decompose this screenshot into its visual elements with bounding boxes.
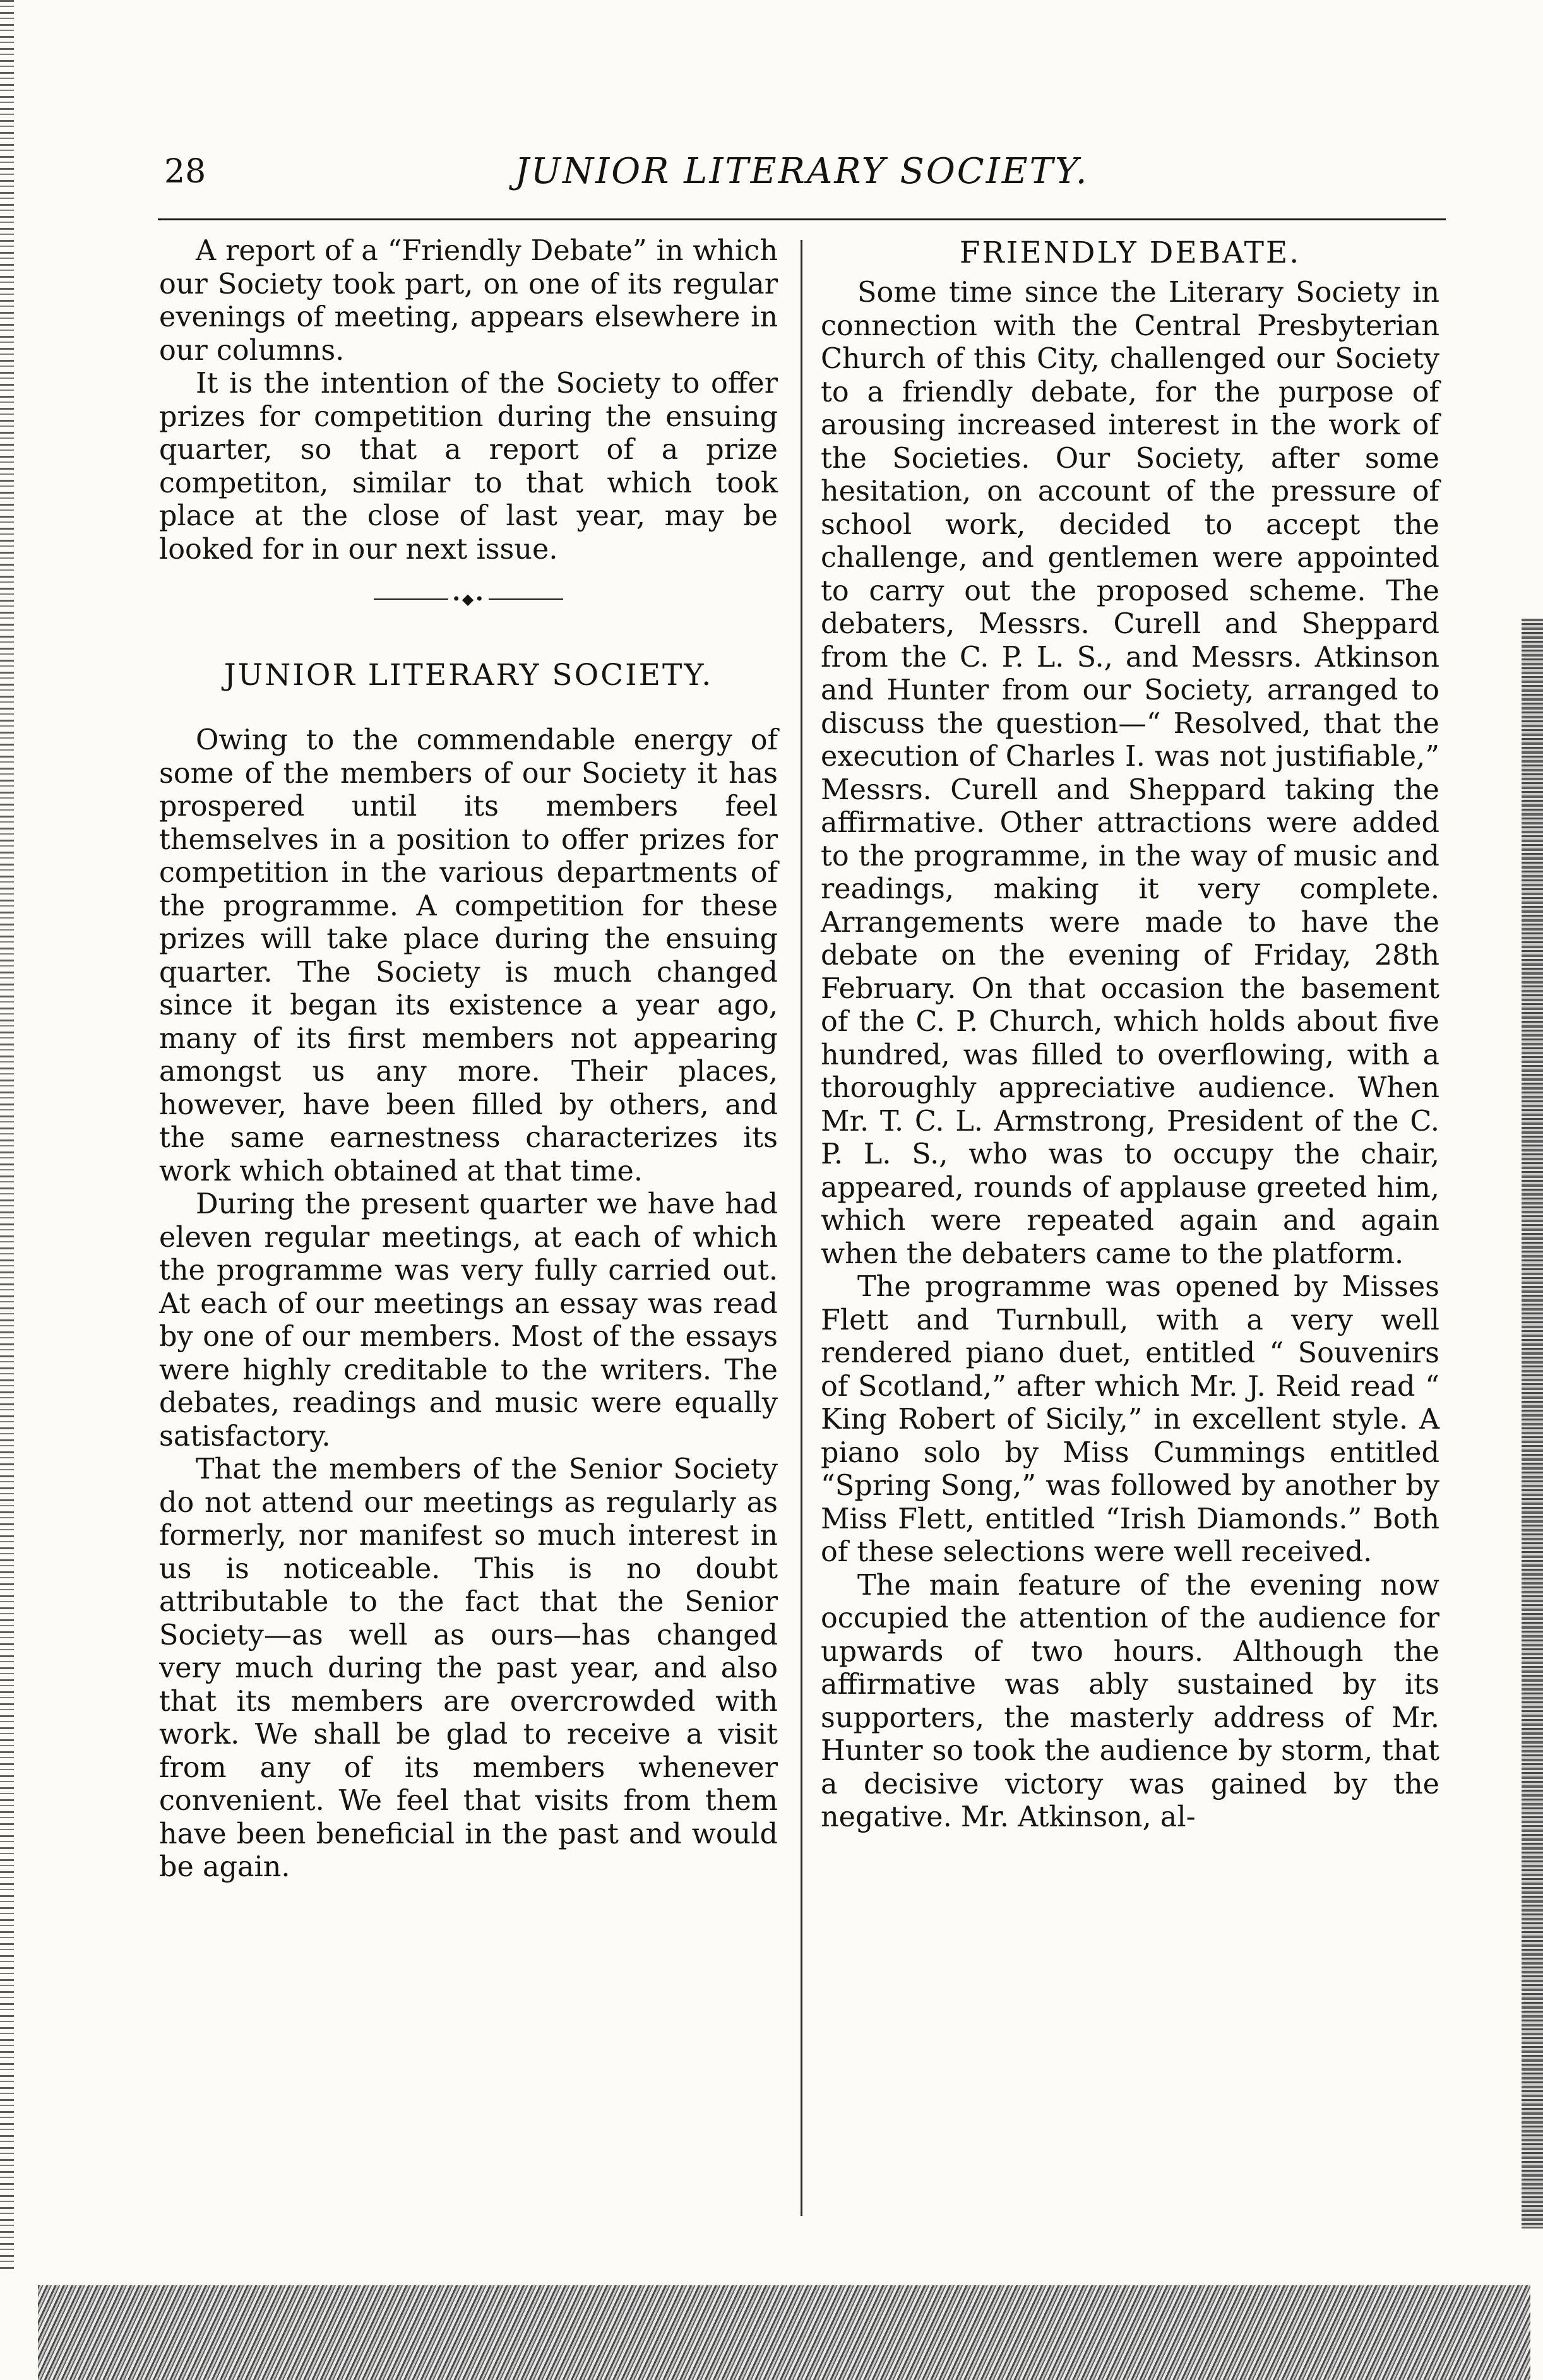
section-ornament [374, 590, 563, 608]
article-paragraph: Owing to the commendable energy of some of the members of our Society it has prospered until its members feel themselves in a position to offer prizes for competition in the various departments of the programme. A competition for these prizes will take place during the ensuing quarter. The Society is much changed since it began its existence a year ago, many of its first members not appearing amongst us any more. Their places, however, have been filled by others, and the same earnestness characterizes its work which obtained at that time. [159, 724, 778, 1187]
page-number: 28 [164, 153, 206, 191]
section-heading-junior-literary-society: JUNIOR LITERARY SOCIETY. [223, 658, 713, 693]
scan-edge-bottom [38, 2285, 1530, 2380]
article-paragraph: During the present quarter we have had eleven regular meetings, at each of which the programme was very fully carried out. At each of our meetings an essay was read by one of our members. Most of the essays were highly creditable to the writers. The debates, readings and music were equally satisfactory. [159, 1188, 778, 1453]
running-head [164, 146, 1439, 197]
ornament-glyph: •◆• [448, 590, 489, 608]
header-rule [158, 218, 1446, 220]
section-heading-friendly-debate: FRIENDLY DEBATE. [959, 235, 1301, 270]
article-paragraph: The main feature of the evening now occupied the attention of the audience for upwards of two hours. Although the affirmative was ably sustained by its supporters, the masterly address of Mr. Hunter so took the audience by storm, that a decisive victory was gained by the negative. Mr. Atkinson, al- [821, 1569, 1439, 1833]
right-column [821, 235, 1439, 1835]
column-divider [801, 240, 802, 2216]
left-column [159, 235, 778, 1884]
intro-paragraph: A report of a “Friendly Debate” in which our Society took part, on one of its regular evenings of meeting, appears elsewhere in our columns. [159, 235, 778, 367]
article-paragraph: The programme was opened by Misses Flett and Turnbull, with a very well rendered piano duet, entitled “ Souvenirs of Scotland,” after which Mr. J. Reid read “ King Robert of Sicily,” in excellent style. A piano solo by Miss Cummings entitled “Spring Song,” was followed by another by Miss Flett, entitled “Irish Diamonds.” Both of these selections were well received. [821, 1271, 1439, 1568]
scan-edge-right [1522, 619, 1543, 2228]
article-paragraph: That the members of the Senior Society do not attend our meetings as regularly as formerly, nor manifest so much interest in us is noticeable. This is no doubt attributable to the fact that the Senior Society—as well as ours—has changed very much during the past year, and also that its members are overcrowded with work. We shall be glad to receive a visit from any of its members whenever convenient. We feel that visits from them have been beneficial in the past and would be again. [159, 1453, 778, 1883]
article-paragraph: Some time since the Literary Society in connection with the Central Presbyterian Church of this City, challenged our Society to a friendly debate, for the purpose of arousing increased interest in the work of the Societies. Our Society, after some hesitation, on account of the pressure of school work, decided to accept the challenge, and gentlemen were appointed to carry out the proposed scheme. The debaters, Messrs. Curell and Sheppard from the C. P. L. S., and Messrs. Atkinson and Hunter from our Society, arranged to discuss the question—“ Resolved, that the execution of Charles I. was not justifiable,” Messrs. Curell and Sheppard taking the affirmative. Other attractions were added to the programme, in the way of music and readings, making it very complete. Arrangements were made to have the debate on the evening of Friday, 28th February. On that occasion the basement of the C. P. Church, which holds about five hundred, was filled to overflowing, with a thoroughly appreciative audience. When Mr. T. C. L. Armstrong, President of the C. P. L. S., who was to occupy the chair, appeared, rounds of applause greeted him, which were repeated again and again when the debaters came to the platform. [821, 277, 1439, 1270]
scan-edge-left [0, 0, 14, 2273]
intro-paragraph: It is the intention of the Society to offer prizes for competition during the ensuing quarter, so that a report of a prize competiton, similar to that which took place at the close of last year, may be looked for in our next issue. [159, 367, 778, 566]
running-title: JUNIOR LITERARY SOCIETY. [515, 151, 1089, 192]
